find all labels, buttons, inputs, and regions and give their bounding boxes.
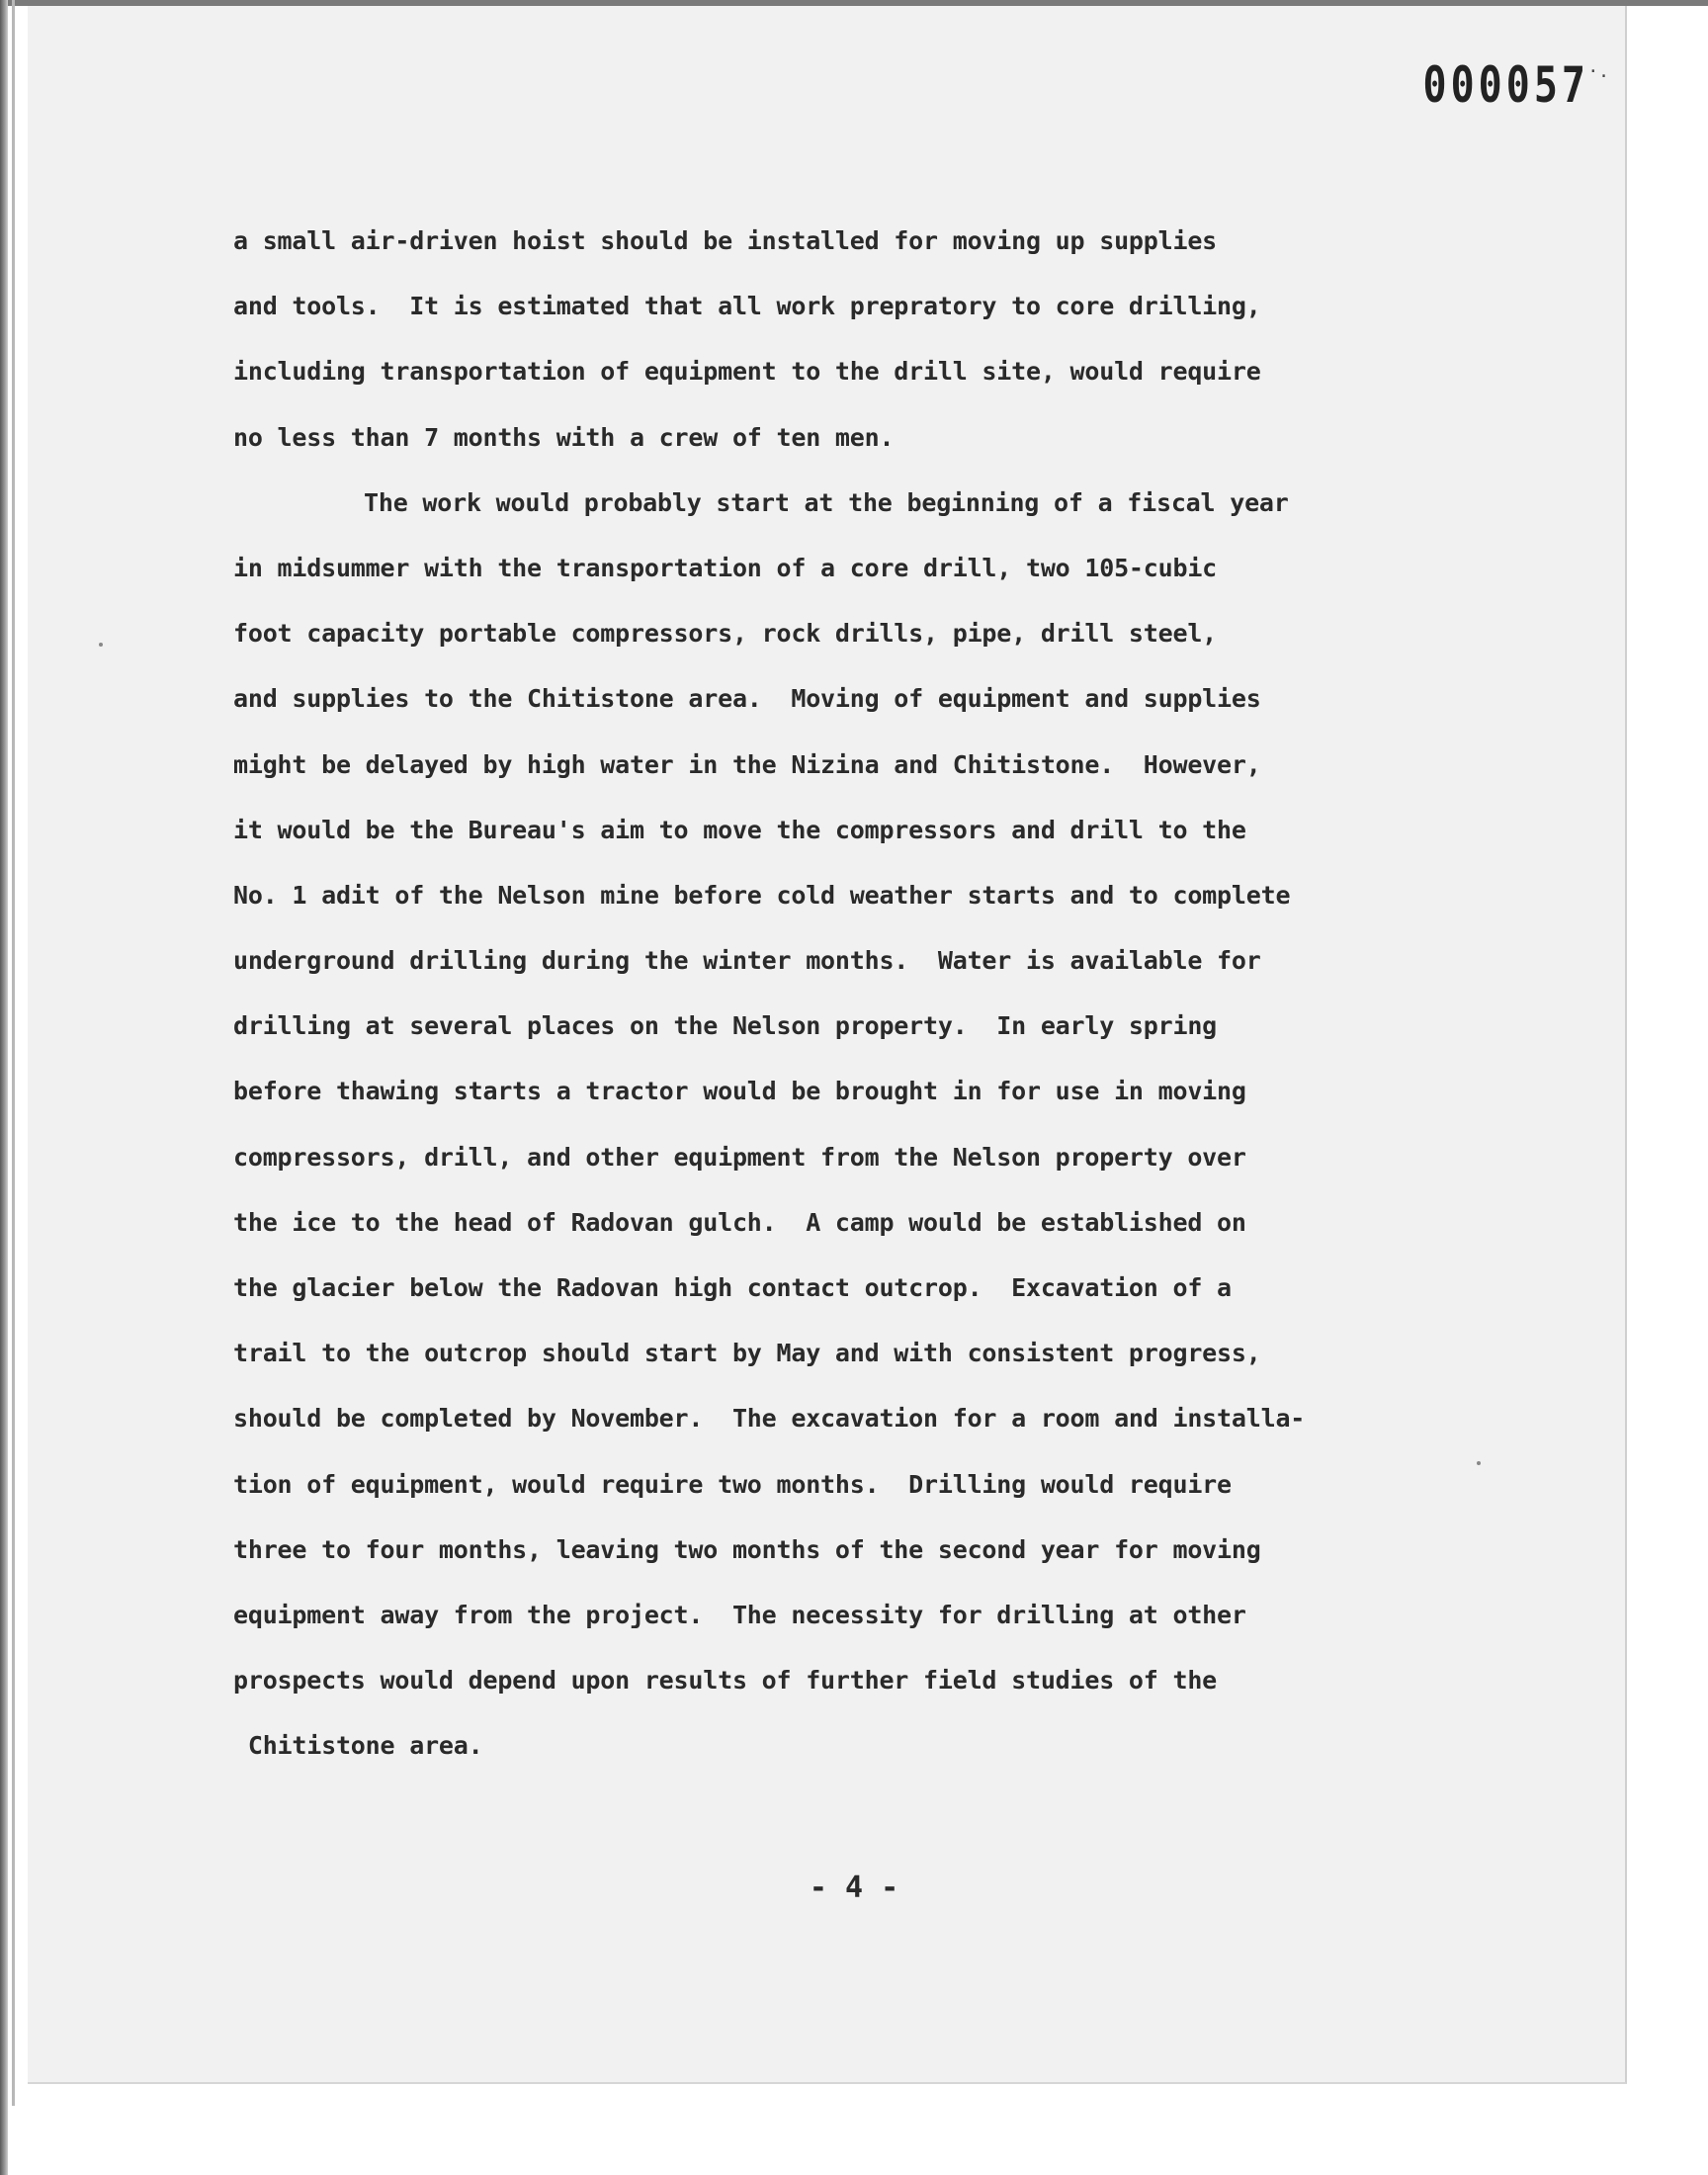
text-line: before thawing starts a tractor would be brought in for use in moving xyxy=(233,1077,1246,1106)
document-number: 000057 xyxy=(1422,57,1589,115)
text-line: trail to the outcrop should start by May and with consistent progress, xyxy=(233,1339,1261,1368)
text-line: a small air-driven hoist should be installed for moving up supplies xyxy=(233,226,1218,255)
text-line: drilling at several places on the Nelson property. In early spring xyxy=(233,1011,1218,1041)
text-line: no less than 7 months with a crew of ten men. xyxy=(233,422,895,452)
text-line: compressors, drill, and other equipment from the Nelson property over xyxy=(233,1142,1246,1172)
text-line: might be delayed by high water in the Nizina and Chitistone. However, xyxy=(233,749,1261,779)
text-line: No. 1 adit of the Nelson mine before cold weather starts and to complete xyxy=(233,880,1291,910)
text-line: Chitistone area. xyxy=(233,1731,483,1761)
text-line: including transportation of equipment to the drill site, would require xyxy=(233,357,1261,387)
text-line: prospects would depend upon results of further field studies of the xyxy=(233,1666,1218,1696)
text-line: underground drilling during the winter months. Water is available for xyxy=(233,946,1261,976)
scan-speck xyxy=(99,643,103,647)
document-body xyxy=(233,221,1479,1792)
scan-speck xyxy=(1477,1461,1481,1465)
text-line: equipment away from the project. The necessity for drilling at other xyxy=(233,1600,1246,1629)
text-line: and tools. It is estimated that all work prepratory to core drilling, xyxy=(233,292,1261,321)
scan-edge-left xyxy=(0,0,8,2175)
text-line: in midsummer with the transportation of a core drill, two 105-cubic xyxy=(233,553,1218,582)
text-line: it would be the Bureau's aim to move the compressors and drill to the xyxy=(233,815,1246,844)
text-line: should be completed by November. The excavation for a room and installa- xyxy=(233,1404,1306,1434)
text-line: foot capacity portable compressors, rock drills, pipe, drill steel, xyxy=(233,619,1218,649)
text-line: tion of equipment, would require two months. Drilling would require xyxy=(233,1469,1232,1499)
page-number: - 4 - xyxy=(809,1870,899,1905)
paragraph-first-line: The work would probably start at the beginning of a fiscal year xyxy=(364,487,1289,517)
text-line: and supplies to the Chitistone area. Moving of equipment and supplies xyxy=(233,684,1261,714)
scan-speck-dots: ·. xyxy=(1587,61,1609,82)
scan-edge-shadow xyxy=(12,0,15,2106)
text-line: the glacier below the Radovan high contact outcrop. Excavation of a xyxy=(233,1273,1232,1302)
text-line: three to four months, leaving two months of the second year for moving xyxy=(233,1534,1261,1564)
text-line: the ice to the head of Radovan gulch. A camp would be established on xyxy=(233,1207,1246,1237)
